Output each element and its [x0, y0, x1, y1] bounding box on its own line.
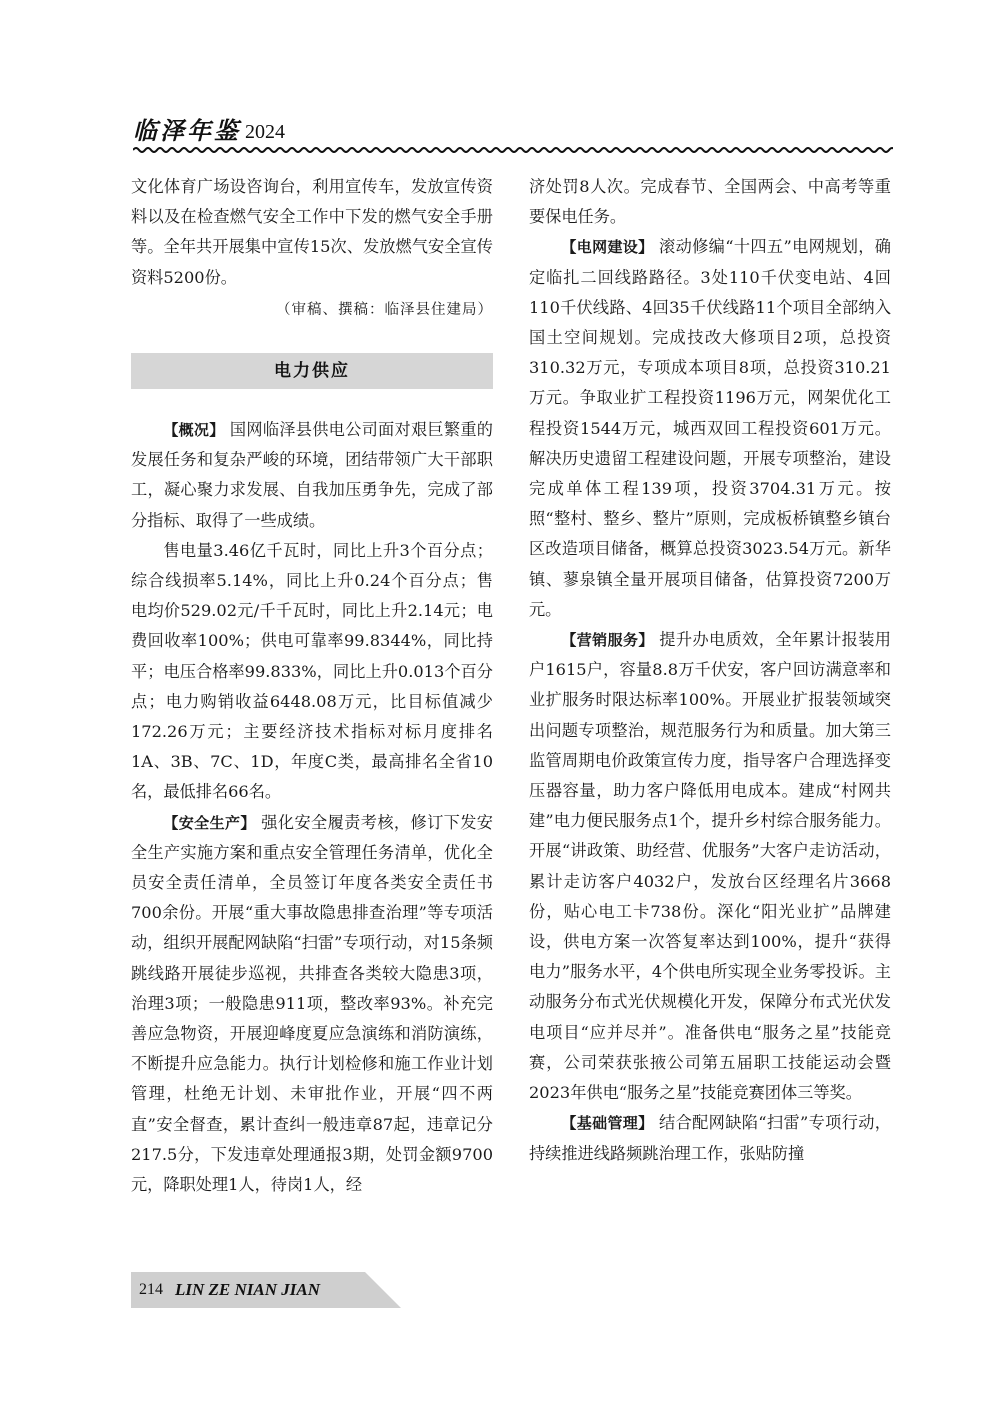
safety-paragraph: [131, 808, 493, 1201]
yearbook-title: 临泽年鉴: [133, 117, 241, 145]
grid-label: 【电网建设】: [561, 238, 654, 257]
basic-text: 结合配网缺陷“扫雷”专项行动，持续推进线路频跳治理工作，张贴防撞: [529, 1113, 891, 1163]
marketing-paragraph: [529, 625, 891, 1108]
section-title: 电力供应: [274, 360, 350, 381]
stats-paragraph: 售电量3.46亿千瓦时，同比上升3个百分点；综合线损率5.14%，同比上升0.24个百分点；售电均价529.02元/千千瓦时，同比上升2.14元；电费回收率100%；供电可靠率99.8344%，同比持平；电压合格率99.833%，同比上升0.013个百分点；电力购销收益6448.08万元，比目标值减少172.26万元；主要经济技术指标对标月度排名1A、3B、7C、1D，年度C类，最高排名全省10名，最低排名66名。: [131, 540, 493, 802]
page-number: 214: [139, 1281, 163, 1298]
intro-paragraph: 文化体育广场设咨询台，利用宣传车，发放宣传资料以及在检查燃气安全工作中下发的燃气安全手册等。全年共开展集中宣传15次、发放燃气安全宣传资料5200份。: [131, 177, 493, 287]
basic-paragraph: [529, 1108, 891, 1168]
grid-paragraph: [529, 232, 891, 625]
right-column: [529, 172, 891, 1169]
page-footer: [131, 1272, 401, 1308]
attribution: （审稿、撰稿：临泽县住建局）: [276, 301, 493, 318]
overview-label: 【概况】: [163, 421, 225, 440]
basic-label: 【基础管理】: [561, 1114, 654, 1133]
marketing-text: 提升办电质效，全年累计报装用户1615户，容量8.8万千伏安，客户回访满意率和业扩服务时限达标率100%。开展业扩报装领域突出问题专项整治，规范服务行为和质量。加大第三监管周期电价政策宣传力度，指导客户合理选择变压器容量，助力客户降低用电成本。建成“村网共建”电力便民服务点1个，提升乡村综合服务能力。开展“讲政策、助经营、优服务”大客户走访活动，累计走访客户4032户，发放台区经理名片3668份，贴心电工卡738份。深化“阳光业扩”品牌建设，供电方案一次答复率达到100%，提升“获得电力”服务水平，4个供电所实现全业务零投诉。主动服务分布式光伏规模化开发，保障分布式光伏发电项目“应并尽并”。准备供电“服务之星”技能竞赛，公司荣获张掖公司第五届职工技能运动会暨2023年供电“服务之星”技能竞赛团体三等奖。: [529, 630, 891, 1103]
section-heading: [131, 353, 493, 389]
overview-text: 国网临泽县供电公司面对艰巨繁重的发展任务和复杂严峻的环境，团结带领广大干部职工，凝心聚力求发展、自我加压勇争先，完成了部分指标、取得了一些成绩。: [131, 420, 493, 530]
safety-text: 强化安全履责考核，修订下发安全生产实施方案和重点安全管理任务清单，优化全员安全责任清单，全员签订年度各类安全责任书700余份。开展“重大事故隐患排查治理”等专项活动，组织开展配网缺陷“扫雷”专项行动，对15条频跳线路开展徒步巡视，共排查各类较大隐患3项，治理3项；一般隐患911项，整改率93%。补充完善应急物资，开展迎峰度夏应急演练和消防演练，不断提升应急能力。执行计划检修和施工作业计划管理，杜绝无计划、未审批作业，开展“四不两直”安全督查，累计查纠一般违章87起，违章记分217.5分，下发违章处理通报3期，处罚金额9700元，降职处理1人，待岗1人，经: [131, 812, 493, 1195]
marketing-label: 【营销服务】: [561, 631, 654, 650]
yearbook-year: 2024: [245, 121, 285, 143]
footer-yearbook-name: LIN ZE NIAN JIAN: [175, 1280, 320, 1299]
left-column: [131, 172, 493, 1200]
running-head: [133, 116, 893, 156]
grid-text: 滚动修编“十四五”电网规划，确定临扎二回线路路径。3处110千伏变电站、4回110千伏线路、4回35千伏线路11个项目全部纳入国土空间规划。完成技改大修项目2项，总投资310.32万元，专项成本项目8项，总投资310.21万元。争取业扩工程投资1196万元，网架优化工程投资1544万元，城西双回工程投资601万元。解决历史遗留工程建设问题，开展专项整治，建设完成单体工程139项，投资3704.31万元。按照“整村、整乡、整片”原则，完成板桥镇整乡镇台区改造项目储备，概算总投资3023.54万元。新华镇、蓼泉镇全量开展项目储备，估算投资7200万元。: [529, 237, 891, 619]
header-wavy-rule: [133, 145, 893, 155]
overview-paragraph: [131, 415, 493, 536]
safety-label: 【安全生产】: [163, 813, 256, 832]
continued-paragraph: 济处罚8人次。完成春节、全国两会、中高考等重要保电任务。: [529, 177, 891, 227]
